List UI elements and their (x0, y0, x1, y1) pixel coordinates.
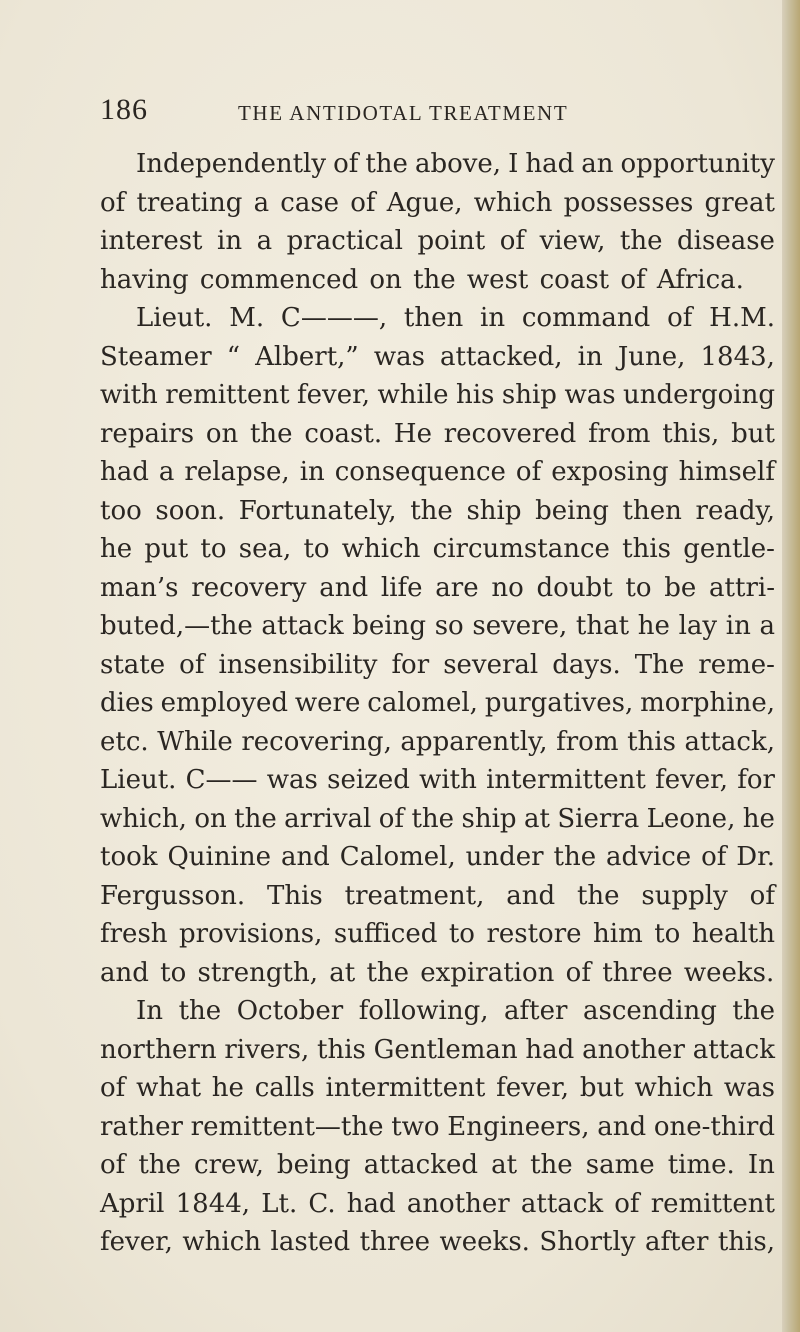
text-line: of what he calls intermittent fever, but which was (100, 1073, 775, 1103)
text-line: Lieut. M. C———, then in command of H.M. (136, 303, 775, 333)
text-line: too soon. Fortunately, the ship being then ready, (100, 495, 775, 526)
text-line: and to strength, at the expiration of three weeks. (100, 957, 775, 988)
text-line: Lieut. C—— was seized with intermittent fever, for (100, 765, 775, 795)
text-line: buted,—the attack being so severe, that he lay in a (100, 611, 775, 641)
page-header (0, 93, 800, 133)
text-line: having commenced on the west coast of Africa. (100, 264, 744, 295)
text-line: In the October following, after ascending the (136, 996, 775, 1026)
page-edge-shadow (782, 0, 800, 1332)
body-text (100, 145, 775, 1262)
text-line: Fergusson. This treatment, and the supply of (100, 880, 775, 911)
text-line: northern rivers, this Gentleman had another attack (100, 1034, 775, 1065)
text-line: man’s recovery and life are no doubt to be attri- (100, 572, 775, 603)
text-line: fever, which lasted three weeks. Shortly after this, (100, 1227, 775, 1257)
running-title: THE ANTIDOTAL TREATMENT (238, 101, 569, 125)
text-line: which, on the arrival of the ship at Sierra Leone, he (100, 803, 775, 834)
text-line: of the crew, being attacked at the same time. In (100, 1150, 775, 1180)
text-line: he put to sea, to which circumstance this gentle- (100, 534, 775, 564)
text-line: with remittent fever, while his ship was undergoing (100, 380, 775, 410)
text-line: rather remittent—the two Engineers, and one-third (100, 1111, 775, 1142)
text-line: fresh provisions, sufficed to restore him to health (100, 919, 775, 949)
text-line: Independently of the above, I had an opportunity (136, 149, 775, 179)
page-number: 186 (100, 93, 148, 126)
text-line: interest in a practical point of view, the disease (100, 226, 775, 256)
text-line: Steamer “ Albert,” was attacked, in June, 1843, (100, 341, 775, 372)
text-line: repairs on the coast. He recovered from this, but (100, 418, 775, 449)
text-line: April 1844, Lt. C. had another attack of remittent (100, 1188, 775, 1219)
text-line: of treating a case of Ague, which possesses great (100, 187, 775, 218)
text-line: dies employed were calomel, purgatives, morphine, (100, 688, 775, 718)
text-line: took Quinine and Calomel, under the advice of Dr. (100, 842, 775, 872)
text-line: had a relapse, in consequence of exposing himself (100, 457, 775, 487)
text-line: state of insensibility for several days. The reme- (100, 649, 775, 680)
text-line: etc. While recovering, apparently, from this attack, (100, 726, 775, 757)
